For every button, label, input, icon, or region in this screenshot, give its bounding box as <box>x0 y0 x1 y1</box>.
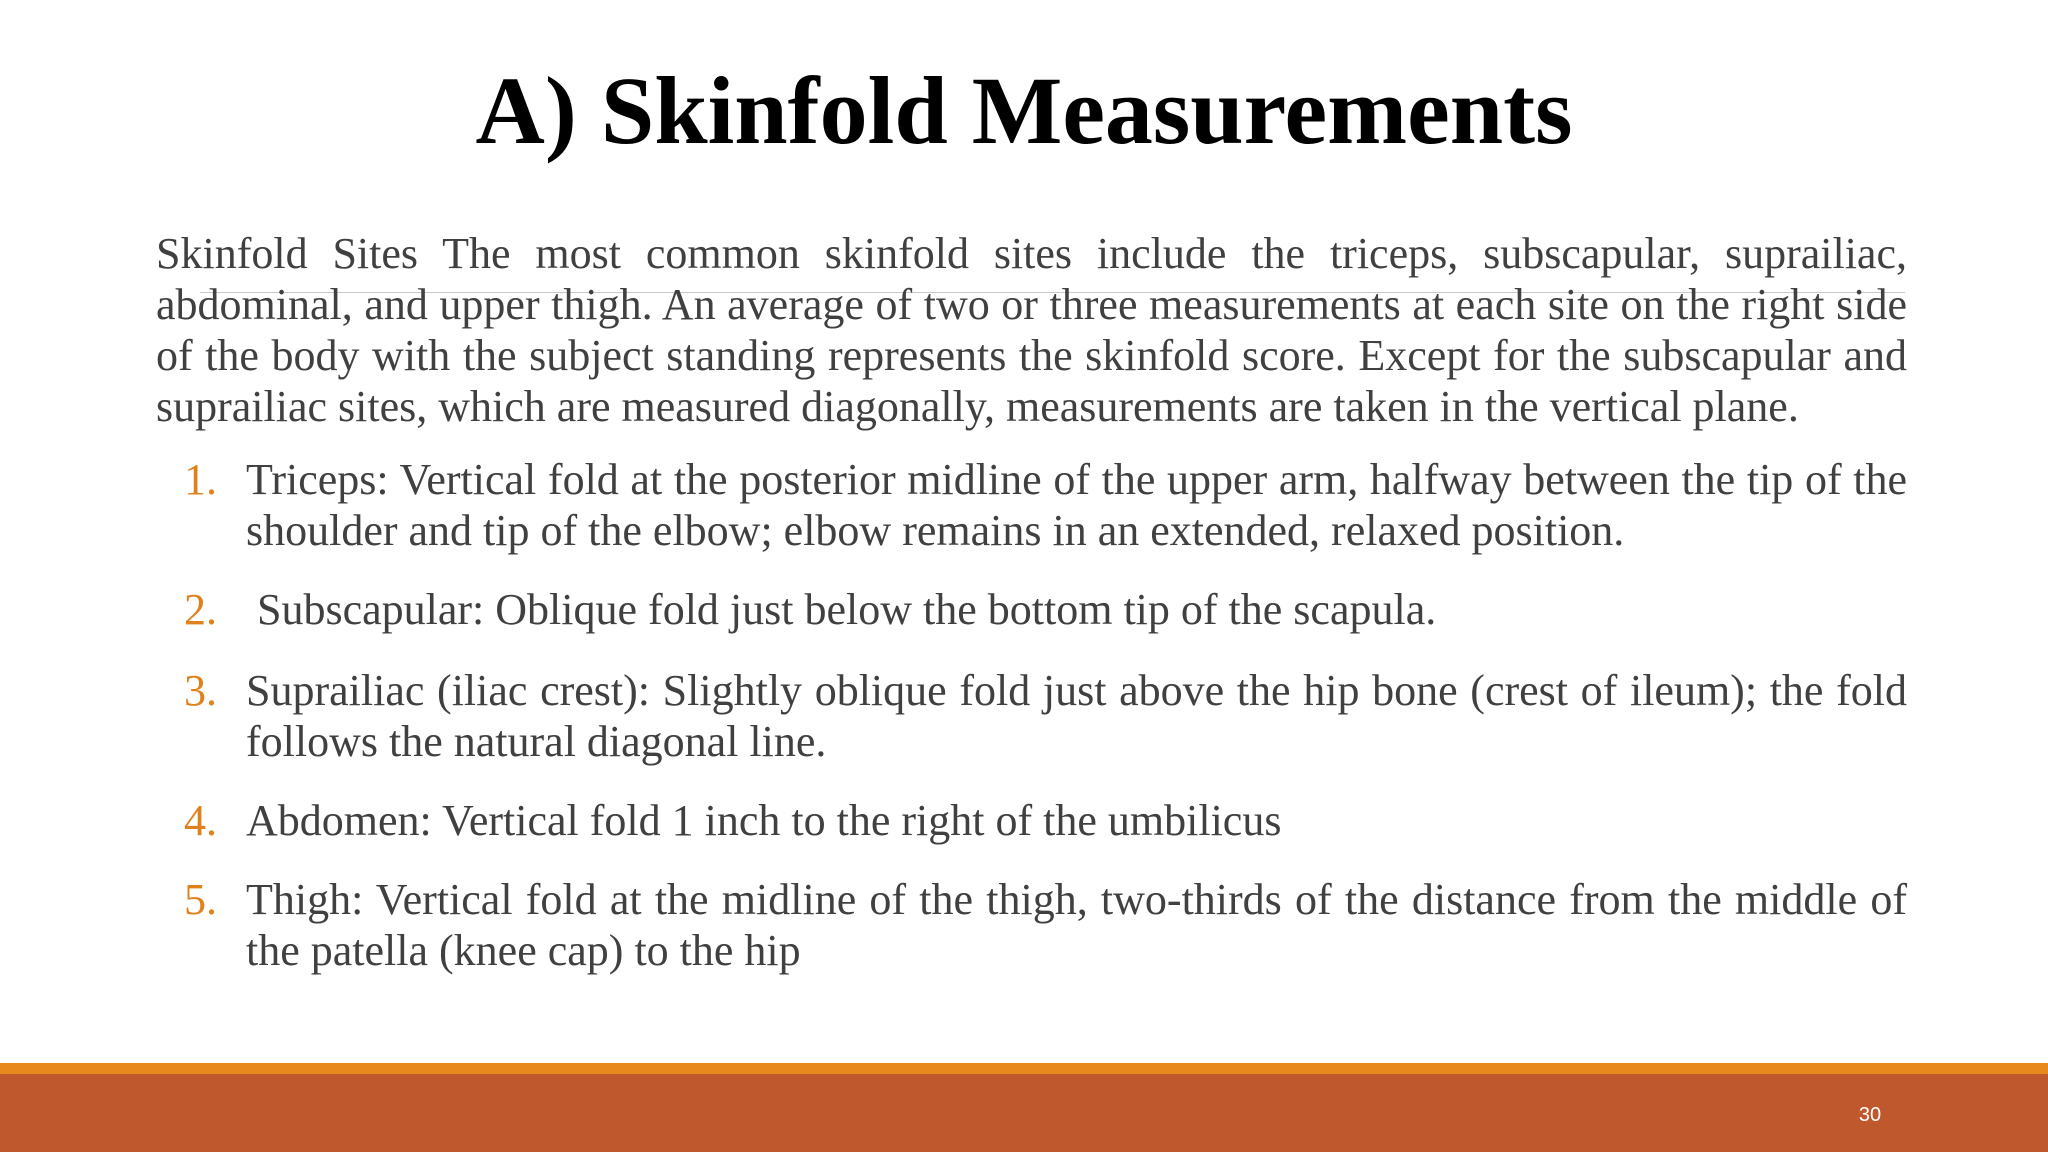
list-item-text: Thigh: Vertical fold at the midline of the thigh, two-thirds of the distance from the middle of the patella (knee cap) to the hip <box>246 875 1907 975</box>
list-item-number: 3. <box>184 666 217 715</box>
footer-bar <box>0 1074 2048 1152</box>
list-item-number: 2. <box>184 585 217 634</box>
list-item-text: Suprailiac (iliac crest): Slightly oblique fold just above the hip bone (crest of ileum); the fold follows the natural diagonal line. <box>246 666 1907 766</box>
list-item-number: 5. <box>184 875 217 924</box>
list-item-text: Subscapular: Oblique fold just below the bottom tip of the scapula. <box>246 585 1437 634</box>
page-number: 30 <box>1858 1104 1882 1126</box>
skinfold-sites-list <box>156 454 1907 976</box>
list-item <box>156 584 1907 635</box>
slide-body <box>156 228 1907 1004</box>
intro-paragraph: Skinfold Sites The most common skinfold sites include the triceps, subscapular, suprailiac, abdominal, and upper thigh. An average of two or three measurements at each site on the right side of the body with the subject standing represents the skinfold score. Except for the subscapular and suprailiac sites, which are measured diagonally, measurements are taken in the vertical plane. <box>156 229 1907 431</box>
footer-accent-stripe <box>0 1063 2048 1074</box>
list-item <box>156 454 1907 556</box>
list-item <box>156 874 1907 976</box>
list-item <box>156 795 1907 846</box>
list-item-text: Triceps: Vertical fold at the posterior midline of the upper arm, halfway between the tip of the shoulder and tip of the elbow; elbow remains in an extended, relaxed position. <box>246 455 1907 555</box>
list-item-text: Abdomen: Vertical fold 1 inch to the right of the umbilicus <box>246 796 1282 845</box>
list-item <box>156 665 1907 767</box>
list-item-number: 4. <box>184 796 217 845</box>
list-item-number: 1. <box>184 455 217 504</box>
slide-title: A) Skinfold Measurements <box>475 57 1573 164</box>
